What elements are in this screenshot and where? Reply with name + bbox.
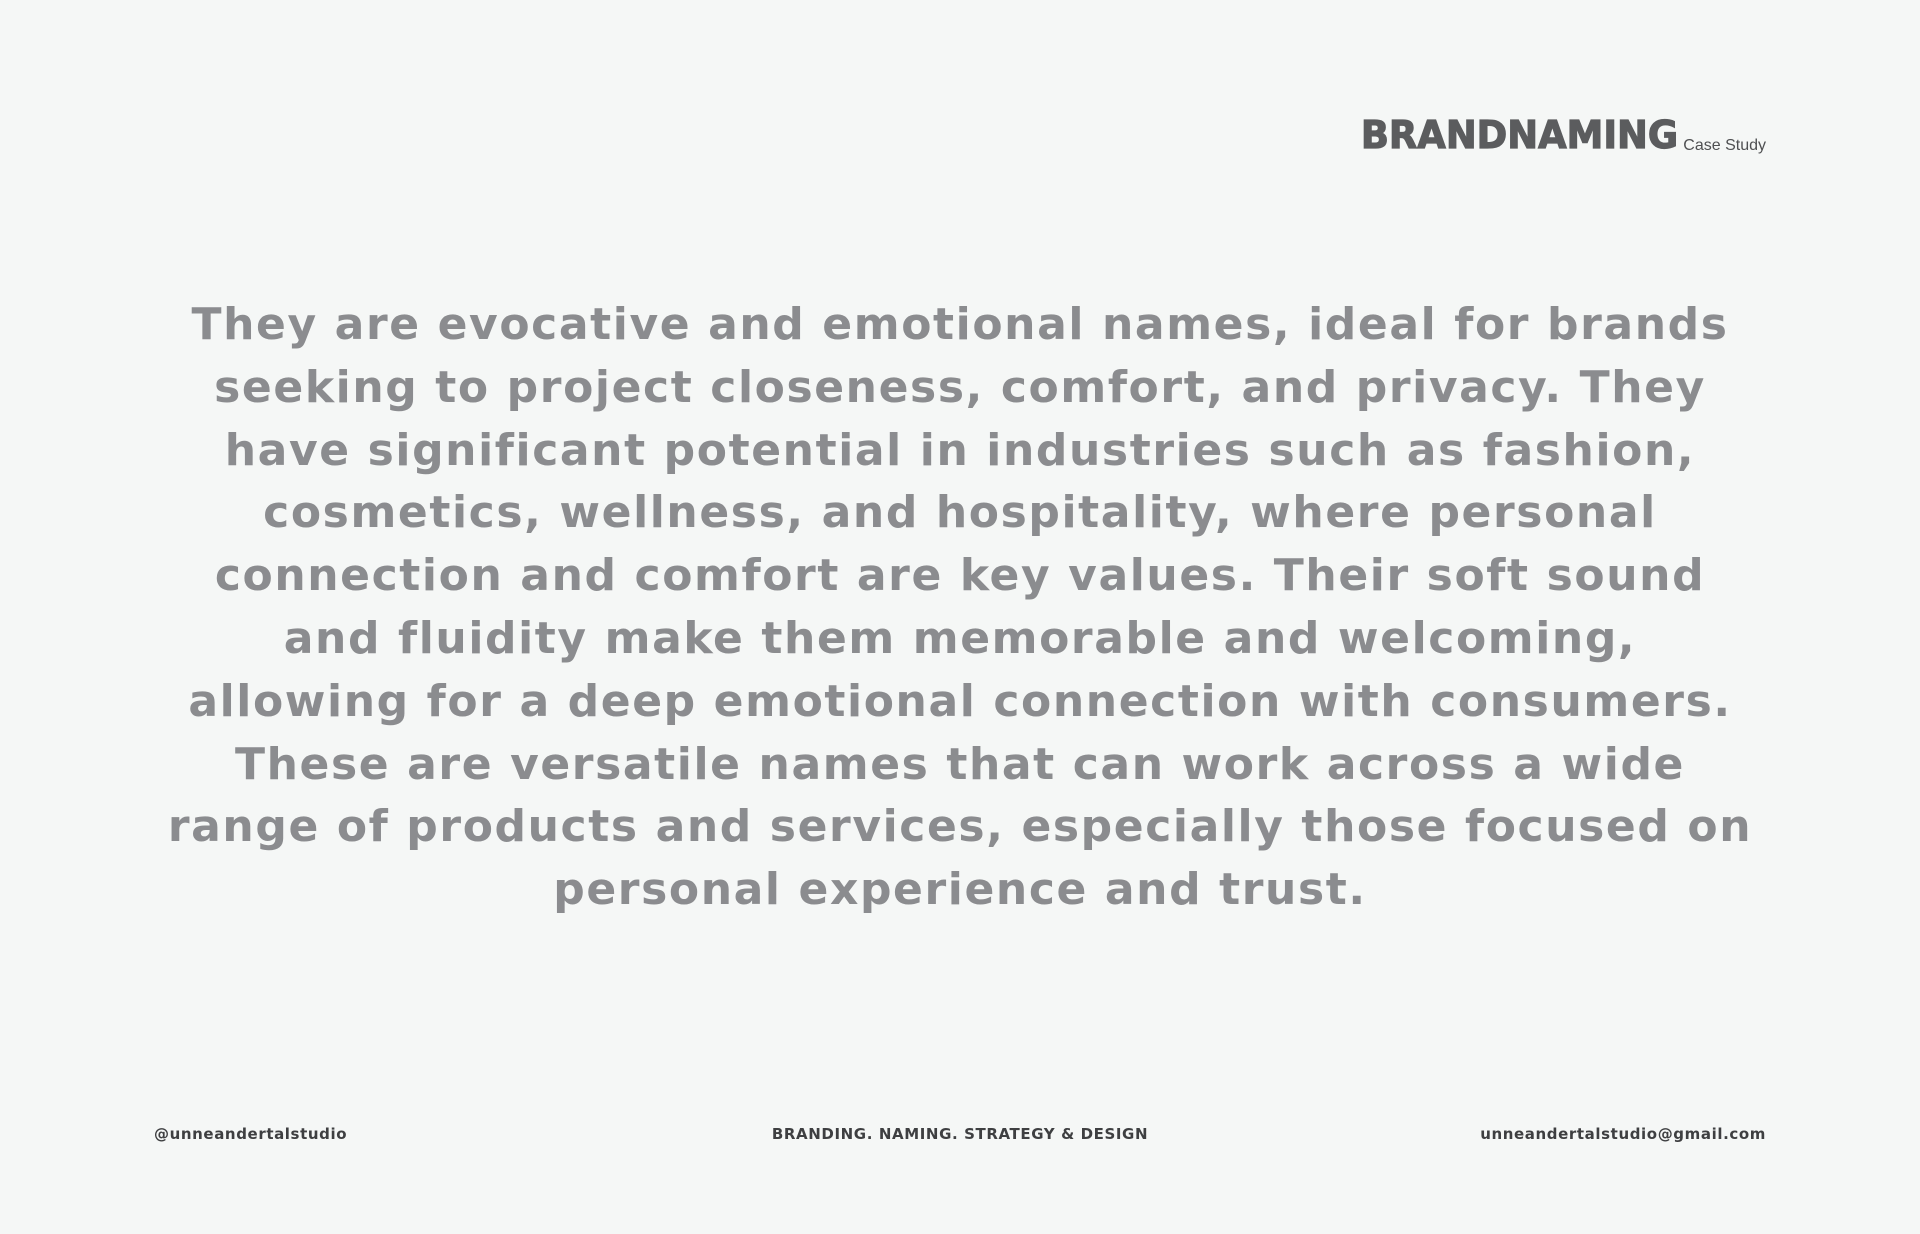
paragraph-line: have significant potential in industries such as fashion, [224, 424, 1696, 476]
paragraph-line: and fluidity make them memorable and welcoming, [283, 612, 1637, 664]
paragraph-line: allowing for a deep emotional connection with consumers. [188, 675, 1732, 727]
footer-social-handle: @unneandertalstudio [154, 1125, 348, 1143]
footer-email: unneandertalstudio@gmail.com [1480, 1125, 1766, 1143]
footer-tagline: BRANDING. NAMING. STRATEGY & DESIGN [771, 1125, 1149, 1143]
page-footer [154, 1125, 1766, 1145]
paragraph-line: personal experience and trust. [553, 864, 1367, 916]
paragraph-line: These are versatile names that can work across a wide [234, 738, 1685, 790]
logo-wordmark: BRANDNAMING [1360, 113, 1679, 157]
main-paragraph [150, 294, 1770, 922]
paragraph-line: seeking to project closeness, comfort, and privacy. They [214, 361, 1706, 413]
paragraph-line: cosmetics, wellness, and hospitality, where personal [263, 487, 1657, 539]
paragraph-line: connection and comfort are key values. Their soft sound [214, 550, 1706, 602]
logo-subtitle: Case Study [1683, 137, 1766, 154]
brand-logo [1351, 113, 1766, 157]
paragraph-line: They are evocative and emotional names, ideal for brands [191, 299, 1729, 350]
paragraph-line: range of products and services, especially those focused on [167, 801, 1753, 853]
